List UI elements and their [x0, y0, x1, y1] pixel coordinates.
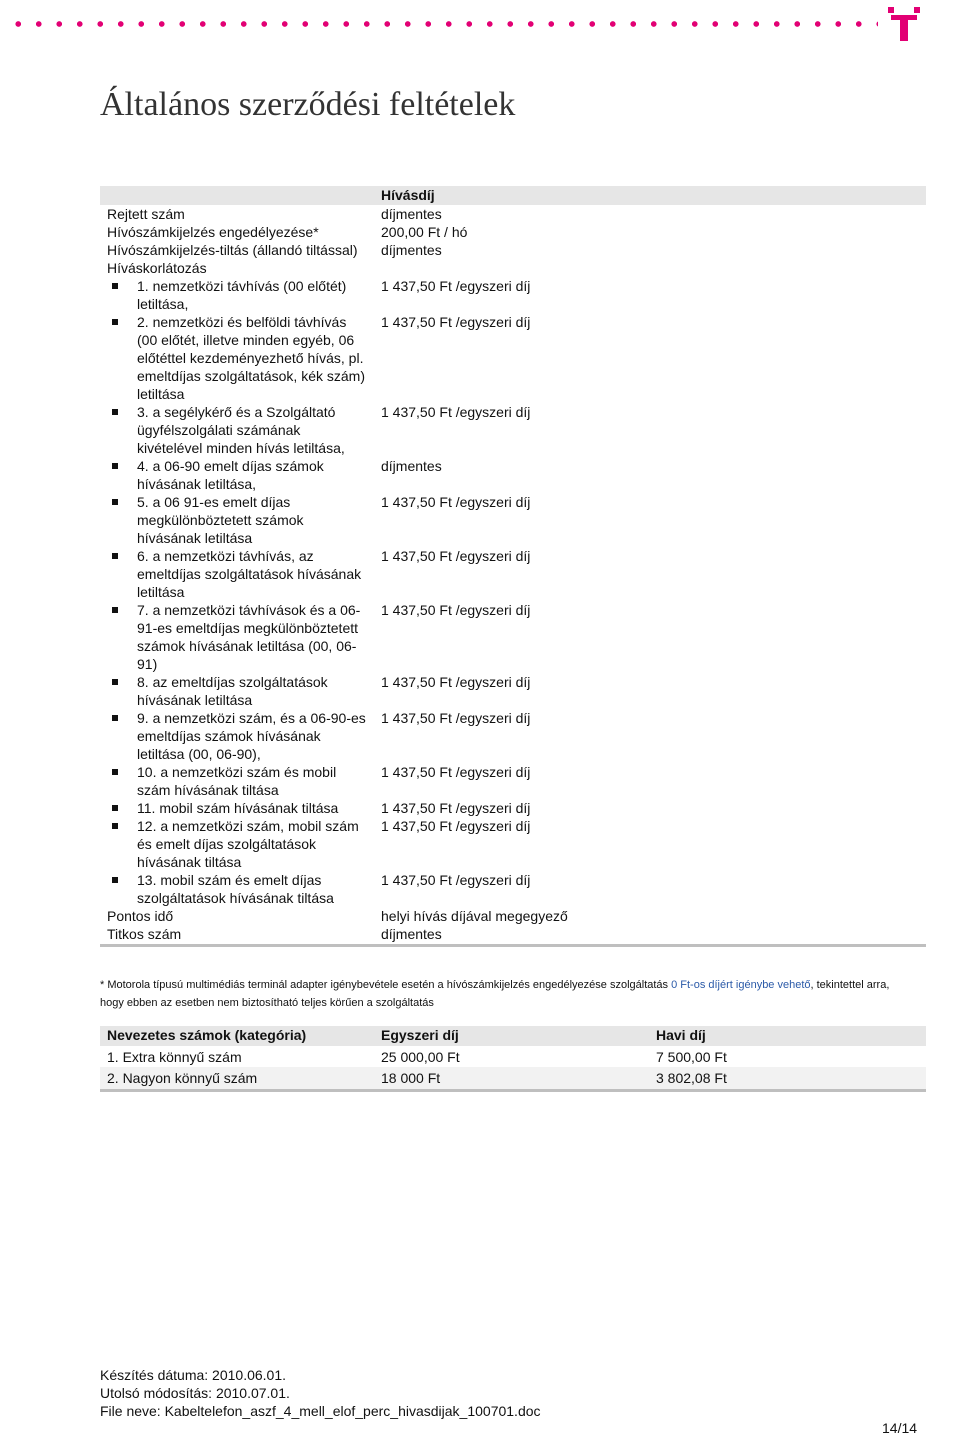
table-row [100, 277, 926, 313]
table-row [100, 259, 926, 277]
row-label-cell [100, 277, 374, 313]
document-footer [100, 1366, 541, 1420]
restriction-label: 9. a nemzetközi szám, és a 06-90-es emeltdíjas számok hívásának letiltása (00, 06-90), [137, 710, 366, 762]
restriction-item [107, 709, 367, 763]
restriction-label: 2. nemzetközi és belföldi távhívás (00 előtét, illetve minden egyéb, 06 előtéttel kezdeményezhető hívás, pl. emeltdíjas szolgáltatások, kék szám) letiltása [137, 314, 365, 402]
row-fee: díjmentes [374, 925, 926, 946]
row-fee: 1 437,50 Ft /egyszeri díj [381, 872, 531, 888]
row-fee: 1 437,50 Ft /egyszeri díj [381, 800, 531, 816]
table-row [100, 547, 926, 601]
row-label-cell [100, 241, 374, 259]
row-label: Rejtett szám [107, 206, 185, 222]
restriction-label: 8. az emeltdíjas szolgáltatások hívásának letiltása [137, 674, 328, 708]
header-one-time-fee: Egyszeri díj [374, 1026, 649, 1046]
restriction-item [107, 673, 367, 709]
dotted-line-decoration [8, 20, 878, 28]
row-label-cell [100, 493, 374, 547]
row-fee: 1 437,50 Ft /egyszeri díj [381, 314, 531, 330]
numbers-header-row [100, 1026, 926, 1046]
restriction-label: 3. a segélykérő és a Szolgáltató ügyfélszolgálati számának kivételével minden hívás letiltása, [137, 404, 345, 456]
restriction-item [107, 799, 367, 817]
bullet-square-icon [112, 499, 118, 505]
table-row [100, 601, 926, 673]
row-label: Pontos idő [107, 908, 174, 924]
table-row [100, 1046, 926, 1067]
row-label: Hívószámkijelzés engedélyezése* [107, 224, 319, 240]
row-fee: díjmentes [381, 458, 442, 474]
restriction-label: 13. mobil szám és emelt díjas szolgáltatások hívásának tiltása [137, 872, 334, 906]
row-fee [374, 259, 926, 277]
bullet-square-icon [112, 607, 118, 613]
file-name: File neve: Kabeltelefon_aszf_4_mell_elof_perc_hivasdijak_100701.doc [100, 1403, 541, 1419]
table-row [100, 673, 926, 709]
bullet-square-icon [112, 679, 118, 685]
created-date: Készítés dátuma: 2010.06.01. [100, 1367, 287, 1383]
restriction-label: 7. a nemzetközi távhívások és a 06-91-es emeltdíjas megkülönböztetett számok hívásának letiltása (00, 06-91) [137, 602, 361, 672]
header-category: Nevezetes számok (kategória) [100, 1026, 374, 1046]
row-label: Titkos szám [107, 926, 182, 942]
table-row [100, 817, 926, 871]
row-label-cell [100, 547, 374, 601]
restriction-item [107, 547, 367, 601]
bullet-square-icon [112, 553, 118, 559]
row-fee: 1 437,50 Ft /egyszeri díj [381, 602, 531, 618]
row-fee: 1 437,50 Ft /egyszeri díj [381, 494, 531, 510]
header-empty-cell [100, 186, 374, 205]
row-label-cell [100, 817, 374, 871]
table-header-row [100, 186, 926, 205]
row-label-cell [100, 799, 374, 817]
row-fee: helyi hívás díjával megegyező [381, 908, 568, 924]
row-label-cell [100, 313, 374, 403]
bullet-square-icon [112, 319, 118, 325]
bullet-square-icon [112, 409, 118, 415]
row-fee: 1 437,50 Ft /egyszeri díj [381, 764, 531, 780]
restriction-label: 12. a nemzetközi szám, mobil szám és emelt díjas szolgáltatások hívásának tiltása [137, 818, 359, 870]
row-fee: díjmentes [381, 242, 442, 258]
header-monthly-fee: Havi díj [649, 1026, 926, 1046]
cell-one-time-fee: 25 000,00 Ft [381, 1049, 460, 1065]
bullet-square-icon [112, 805, 118, 811]
table-row [100, 1067, 926, 1091]
header-call-fee: Hívásdíj [374, 186, 926, 205]
row-label: Híváskorlátozás [107, 260, 207, 276]
bullet-square-icon [112, 823, 118, 829]
footnote [100, 976, 910, 1012]
page-title: Általános szerződési feltételek [100, 86, 516, 123]
row-label: Hívószámkijelzés-tiltás (állandó tiltással) [107, 242, 358, 258]
row-label-cell [100, 403, 374, 457]
restriction-label: 10. a nemzetközi szám és mobil szám hívásának tiltása [137, 764, 337, 798]
restriction-label: 6. a nemzetközi távhívás, az emeltdíjas szolgáltatások hívásának letiltása [137, 548, 362, 600]
footnote-text-end: , tekintettel arra, hogy ebben az esetben nem biztosítható teljes körűen a szolgáltatás [100, 979, 890, 1009]
row-label-cell [100, 907, 374, 925]
bullet-square-icon [112, 463, 118, 469]
row-fee: 1 437,50 Ft /egyszeri díj [381, 818, 531, 834]
table-row [100, 925, 926, 946]
restriction-item [107, 403, 367, 457]
table-row [100, 403, 926, 457]
restriction-label: 1. nemzetközi távhívás (00 előtét) letiltása, [137, 278, 347, 312]
row-label-cell [100, 223, 374, 241]
row-label-cell [100, 259, 374, 277]
restriction-item [107, 457, 367, 493]
table-row [100, 799, 926, 817]
table-row [100, 709, 926, 763]
telekom-t-logo-icon [888, 6, 920, 42]
row-fee: 1 437,50 Ft /egyszeri díj [381, 404, 531, 420]
table-row [100, 205, 926, 223]
row-fee: 1 437,50 Ft /egyszeri díj [381, 548, 531, 564]
bullet-square-icon [112, 769, 118, 775]
table-row [100, 763, 926, 799]
modified-date: Utolsó módosítás: 2010.07.01. [100, 1385, 290, 1401]
table-row [100, 457, 926, 493]
bullet-square-icon [112, 283, 118, 289]
restriction-item [107, 277, 367, 313]
table-row [100, 871, 926, 907]
row-fee: 1 437,50 Ft /egyszeri díj [381, 710, 531, 726]
row-label-cell [100, 763, 374, 799]
cell-category: 2. Nagyon könnyű szám [100, 1067, 374, 1091]
table-row [100, 493, 926, 547]
restriction-item [107, 817, 367, 871]
cell-monthly-fee: 7 500,00 Ft [656, 1049, 727, 1065]
row-fee: 1 437,50 Ft /egyszeri díj [381, 278, 531, 294]
special-numbers-table [100, 1026, 926, 1092]
footnote-highlight: 0 Ft-os díjért igénybe vehető [671, 979, 811, 991]
row-fee: díjmentes [381, 206, 442, 222]
page-number: 14/14 [882, 1420, 918, 1436]
bullet-square-icon [112, 715, 118, 721]
bullet-square-icon [112, 877, 118, 883]
row-fee: 1 437,50 Ft /egyszeri díj [381, 674, 531, 690]
row-label-cell [100, 457, 374, 493]
restriction-item [107, 493, 367, 547]
row-label-cell [100, 871, 374, 907]
row-label-cell [100, 205, 374, 223]
restriction-label: 5. a 06 91-es emelt díjas megkülönböztetett számok hívásának letiltása [137, 494, 304, 546]
restriction-label: 11. mobil szám hívásának tiltása [137, 800, 339, 816]
cell-monthly-fee: 3 802,08 Ft [649, 1067, 926, 1091]
row-label-cell [100, 925, 374, 946]
table-row [100, 907, 926, 925]
restriction-item [107, 763, 367, 799]
table-row [100, 313, 926, 403]
cell-one-time-fee: 18 000 Ft [374, 1067, 649, 1091]
restriction-label: 4. a 06-90 emelt díjas számok hívásának letiltása, [137, 458, 324, 492]
restriction-item [107, 871, 367, 907]
row-label-cell [100, 673, 374, 709]
row-fee: 200,00 Ft / hó [381, 224, 468, 240]
row-label-cell [100, 601, 374, 673]
table-row [100, 223, 926, 241]
call-fees-table [100, 186, 926, 947]
restriction-item [107, 313, 367, 403]
table-row [100, 241, 926, 259]
cell-category: 1. Extra könnyű szám [107, 1049, 242, 1065]
restriction-item [107, 601, 367, 673]
footnote-text-start: * Motorola típusú multimédiás terminál adapter igénybevétele esetén a hívószámkijelzés engedélyezése szolgáltatás [100, 979, 672, 991]
row-label-cell [100, 709, 374, 763]
